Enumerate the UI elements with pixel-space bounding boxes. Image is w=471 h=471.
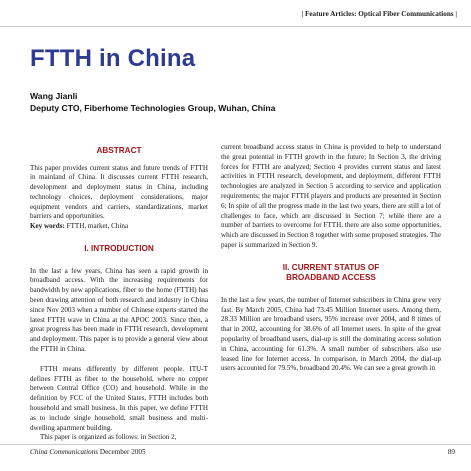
introduction-heading: I. INTRODUCTION [84, 244, 154, 254]
section-2-heading-line-1: II. CURRENT STATUS OF [282, 262, 380, 272]
running-head: | Feature Articles: Optical Fiber Communications | [301, 10, 457, 18]
footer-journal: China Communications [30, 448, 99, 456]
left-column [30, 146, 208, 443]
right-column [221, 143, 441, 374]
intro-paragraph-2: FTTH means differently by different people. ITU-T defines FTTH as fiber to the household, where no copper between Central Office (CO) and household. While in the definition by FCC of the United States, FTTH includes both household and small business. In this paper, we define FTTH as to include single household, small business and multi-dwelling apartment building. [30, 364, 208, 432]
author-affiliation: Deputy CTO, Fiberhome Technologies Group, Wuhan, China [30, 103, 276, 113]
footer-date: December 2005 [98, 448, 146, 456]
abstract-text: This paper provides current status and future trends of FTTH in mainland of China. It discusses current FTTH research, development and deployment status in China, including technology choices, deployment considerations, major equipment vendors and carriers, standardizations, market barriers and opportunities. [30, 163, 208, 221]
intro-paragraph-3-continued: current broadband access status in China is provided to help to understand the great potential in FTTH growth in the future; In Section 3, the driving forces for FTTH are analyzed; Section 4 provides current status and latest activities in FTTH research, development, and deployment, different FTTH technologies are analyzed in Section 5 according to service and application requirements; the major FTTH players and products are presented in Section 6; In spite of all the progress made in the last two years, there are still a lot of challenges to face, which are discussed in Section 7; while there are a number of barriers to overcome for FTTH, there are also some opportunities, which are discussed in Section 8 together with some proposed strategies. The paper is summarized in Section 9. [221, 143, 441, 249]
footer-divider [0, 444, 471, 445]
keywords-label: Key words: [30, 222, 65, 231]
header-divider [0, 26, 471, 27]
section-2-heading-line-2: BROADBAND ACCESS [286, 273, 376, 283]
abstract-heading: ABSTRACT [96, 146, 142, 155]
author-name: Wang Jianli [30, 91, 78, 101]
section-2-heading [221, 263, 441, 284]
article-title: FTTH in China [30, 45, 196, 72]
keywords-text: FTTH, market, China [64, 222, 129, 231]
keywords-line [30, 222, 208, 232]
footer-source [30, 448, 146, 456]
section-2-paragraph-1: In the last a few years, the number of Internet subscribers in China grew very fast. By March 2005, China had 73.45 Million Internet users. Among them, 28.33 Million are broadband users, 95% increase over 2004, and 8 times of that in 2002, accounting for 38.6% of all Internet users. In spite of the great popularity of broadband users, dial-up is still the dominating access solution in China, accounting for 61.3%. A small number of subscribers also use leased line for Internet access. In comparison, in March 2004, the dial-up users accounted for 79.5%, broadband 20.4%. We can see a great growth in [221, 295, 441, 373]
page-number: 89 [447, 448, 455, 456]
intro-paragraph-3: This paper is organized as follows: in Section 2, [40, 433, 177, 442]
intro-paragraph-1: In the last a few years, China has seen a rapid growth in broadband access. With the increasing requirements for bandwidth by new applications, fiber to the home (FTTH) has been drawing attention of both research and industry in China since Nov 2003 when a number of Chinese experts started the latest FTTH wave in China at the APOC 2003. Since then, a great progress has been made in FTTH research, development and deployment. This paper is to provide a general view about the FTTH in China. [30, 266, 208, 353]
